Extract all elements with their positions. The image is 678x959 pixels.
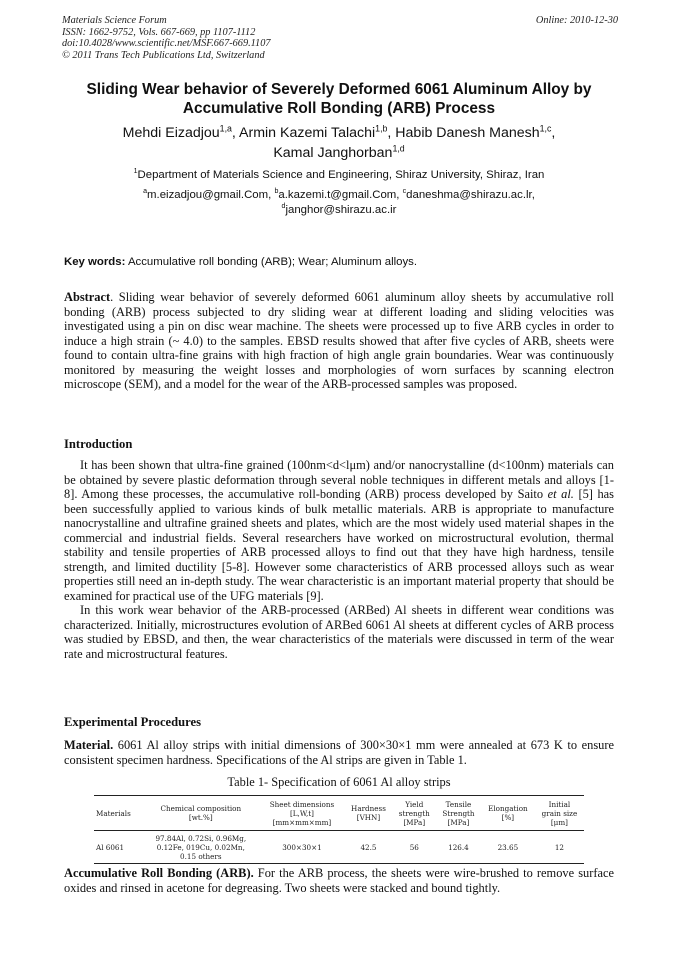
intro-paragraph-1	[64, 458, 614, 603]
table-row	[94, 831, 584, 864]
author-list	[40, 124, 638, 163]
online-date: Online: 2010-12-30	[535, 15, 618, 26]
title-line-1: Sliding Wear behavior of Severely Deformed 6061 Aluminum Alloy by	[86, 81, 592, 98]
author-3-sup: 1,c	[539, 123, 552, 134]
th-grain-size: Initial grain size [μm]	[535, 796, 584, 831]
author-4: Kamal Janghorban	[273, 144, 393, 161]
arb-label: Accumulative Roll Bonding (ARB).	[64, 866, 254, 880]
th-composition: Chemical composition [wt.%]	[142, 796, 259, 831]
th-hardness: Hardness [VHN]	[344, 796, 392, 831]
author-2: Armin Kazemi Talachi	[239, 125, 376, 141]
th-dimensions: Sheet dimensions [L,W,t] [mm×mm×mm]	[260, 796, 345, 831]
issn-line: ISSN: 1662-9752, Vols. 667-669, pp 1107-1112	[62, 26, 256, 38]
title-line-2: Accumulative Roll Bonding (ARB) Process	[182, 99, 496, 117]
author-3: Habib Danesh Manesh	[395, 125, 540, 141]
cell-material: Al 6061	[94, 831, 142, 864]
doi-line: doi:10.4028/www.scientific.net/MSF.667-669.1107	[62, 38, 271, 50]
th-elongation: Elongation [%]	[481, 796, 535, 831]
table-caption: Table 1- Specification of 6061 Al alloy strips	[227, 775, 451, 789]
material-paragraph	[64, 738, 614, 767]
cell-elongation: 23.65	[481, 831, 535, 864]
author-2-sup: 1,b	[375, 123, 388, 134]
affiliation-sup: 1	[133, 168, 138, 176]
affiliation	[40, 168, 638, 182]
abstract-label: Abstract	[64, 290, 111, 304]
email-d: janghor@shirazu.ac.ir	[285, 203, 397, 216]
email-c-sup: c	[402, 188, 407, 196]
author-1-sup: 1,a	[219, 123, 232, 134]
author-emails	[40, 188, 638, 217]
cell-grain-size: 12	[535, 831, 584, 864]
author-4-sup: 1,d	[392, 142, 405, 153]
arb-text: For the ARB process, the sheets were wire-brushed to remove surface oxides and rinsed in acetone for degreasing. Two sheets were stacked and bound tightly.	[64, 866, 614, 895]
specification-table	[94, 795, 584, 864]
affiliation-text: Department of Materials Science and Engineering, Shiraz University, Shiraz, Iran	[137, 169, 545, 181]
keywords-label: Key words:	[64, 256, 126, 268]
intro-paragraph-2: In this work wear behavior of the ARB-processed (ARBed) Al sheets in different wear conditions was characterized. Initially, microstructures evolution of ARBed 6061 Al sheets at different cycles of ARB process was studied by EBSD, and then, the wear characteristics of the materials were discussed in term of the wear rate and microstructural features.	[64, 603, 614, 661]
email-b: a.kazemi.t@gmail.Com,	[278, 189, 403, 201]
cell-dimensions: 300×30×1	[260, 831, 345, 864]
email-d-sup: d	[281, 202, 286, 210]
author-1: Mehdi Eizadjou	[122, 125, 220, 141]
email-a: m.eizadjou@gmail.Com,	[147, 189, 275, 201]
introduction-body	[64, 458, 614, 661]
cell-composition: 97.84Al, 0.72Si, 0.96Mg, 0.12Fe, 019Cu, 0.02Mn, 0.15 others	[142, 831, 259, 864]
copyright-line: © 2011 Trans Tech Publications Ltd, Switzerland	[62, 49, 265, 61]
abstract-text: . Sliding wear behavior of severely deformed 6061 aluminum alloy sheets by accumulative roll bonding (ARB) process subjected to dry sliding wear at different loading and sliding velocities was investigated using a pin on disc wear machine. The sheets were processed up to five ARB cycles in order to induce a high strain (~ 4.0) to the samples. EBSD results showed that after five cycles of ARB, sheets were found to contain ultra-fine grains with high fraction of high angle grain boundaries. Wear was continuously monitored by measuring the weight losses and morphologies of worn surfaces by scanning electron microscope (SEM), and a model for the wear of the ARB-processed samples was proposed.	[64, 290, 614, 391]
cell-tensile: 126.4	[436, 831, 481, 864]
abstract	[64, 290, 614, 392]
cell-hardness: 42.5	[344, 831, 392, 864]
experimental-heading: Experimental Procedures	[64, 715, 201, 729]
introduction-heading: Introduction	[64, 437, 133, 451]
intro-p1-part-b: [5] has been successfully applied to various kinds of bulk metallic materials. ARB is appropriate to manufacture nanocrystalline and ultrafine grained sheets and plates, which are the most widely used material shapes in the commercial and industrial fields. Several researchers have worked on microstructural evolution, thermal stability and tensile properties of ARB processed alloys to find out that they have high hardness, tensile strength, and limited ductility [5-8]. However some characteristics of ARB processed alloys such as wear properties still need an in-depth study. The wear characteristic is an important material property that should be examined for practical use of the UFG materials [9].	[64, 487, 615, 603]
email-a-sup: a	[143, 188, 148, 196]
th-tensile: Tensile Strength [MPa]	[436, 796, 481, 831]
journal-name: Materials Science Forum	[62, 15, 167, 26]
material-label: Material.	[64, 738, 114, 752]
table-header-row	[94, 796, 584, 831]
email-c: daneshma@shirazu.ac.lr,	[406, 189, 535, 201]
cell-yield: 56	[393, 831, 436, 864]
th-yield: Yield strength [MPa]	[393, 796, 436, 831]
intro-p1-part-a: It has been shown that ultra-fine grained (100nm<d<lμm) and/or nanocrystalline (d<100nm) materials can be obtained by severe plastic deformation through several noble techniques in different metals and alloys [1-8]. Among these processes, the accumulative roll-bonding (ARB) process developed by Saito	[64, 458, 614, 501]
arb-paragraph	[64, 866, 614, 895]
author-sep-3: ,	[551, 125, 556, 141]
journal-header	[62, 15, 618, 61]
author-sep-1: ,	[231, 125, 240, 141]
email-b-sup: b	[274, 188, 279, 196]
material-text: 6061 Al alloy strips with initial dimensions of 300×30×1 mm were annealed at 673 K to ensure consistent specimen hardness. Specifications of the Al strips are given in Table 1.	[64, 738, 614, 767]
keywords	[64, 255, 624, 269]
th-materials: Materials	[94, 796, 142, 831]
author-sep-2: ,	[387, 125, 396, 141]
keywords-text: Accumulative roll bonding (ARB); Wear; Aluminum alloys.	[125, 256, 418, 268]
intro-p1-etal: et al.	[547, 487, 574, 501]
paper-title	[40, 81, 638, 118]
